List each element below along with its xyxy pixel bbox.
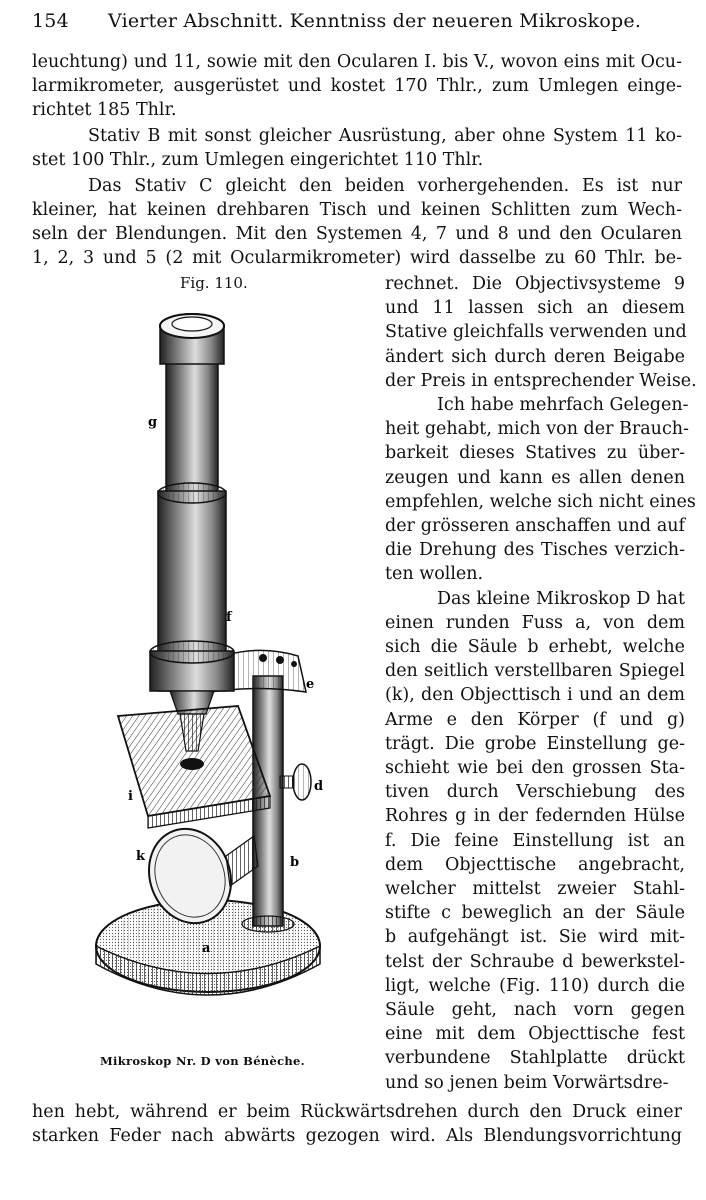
figure-label: Fig. 110. — [180, 274, 248, 292]
column-text-line: stifte c beweglich an der Säule — [385, 903, 685, 924]
column-text-line: rechnet. Die Objectivsysteme 9 — [385, 274, 685, 294]
page-number: 154 — [32, 10, 69, 32]
text-line: richtet 185 Thlr. — [32, 100, 177, 120]
column-text-line: barkeit dieses Statives zu über- — [385, 443, 685, 464]
column-text-line: ändert sich durch deren Beigabe — [385, 346, 685, 367]
column-text-line: verbundene Stahlplatte drückt — [385, 1048, 685, 1069]
column-text-line: (k), den Objecttisch i und an dem — [385, 685, 685, 706]
text-line: Das Stativ C gleicht den beiden vorhergehenden. Es ist nur — [88, 176, 682, 196]
column-text-line: einen runden Fuss a, von dem — [385, 612, 685, 633]
figure-part-label: a — [202, 941, 211, 956]
figure-part-label: i — [128, 789, 133, 804]
figure-part-label: g — [148, 415, 158, 430]
column-text-line: heit gehabt, mich von der Brauch- — [385, 419, 689, 440]
column-text-line: und 11 lassen sich an diesem — [385, 298, 685, 319]
column-text-line: Arme e den Körper (f und g) — [385, 709, 685, 730]
figure-caption: Mikroskop Nr. D von Bénèche. — [100, 1054, 305, 1068]
text-line: larmikrometer, ausgerüstet und kostet 170 Thlr., zum Umlegen einge- — [32, 76, 682, 96]
microscope-illustration — [48, 296, 380, 1046]
figure-part-label: e — [306, 677, 315, 692]
column-text-line: f. Die feine Einstellung ist an — [385, 830, 685, 851]
figure-part-label: b — [290, 855, 300, 870]
column-text-line: telst der Schraube d bewerkstel- — [385, 951, 685, 972]
column-text-line: und so jenen beim Vorwärtsdre- — [385, 1072, 669, 1093]
column-text-line: welcher mittelst zweier Stahl- — [385, 879, 685, 899]
text-line: Stativ B mit sonst gleicher Ausrüstung, aber ohne System 11 ko- — [88, 126, 682, 146]
figure-part-label: d — [314, 779, 324, 794]
text-line: starken Feder nach abwärts gezogen wird. Als Blendungsvorrichtung — [32, 1126, 682, 1146]
column-text-line: tiven durch Verschiebung des — [385, 782, 685, 803]
column-text-line: den seitlich verstellbaren Spiegel — [385, 661, 685, 682]
column-text-line: der Preis in entsprechender Weise. — [385, 370, 697, 391]
column-text-line: die Drehung des Tisches verzich- — [385, 540, 685, 561]
figure-part-label: k — [136, 849, 146, 864]
column-text-line: Säule geht, nach vorn gegen — [385, 1000, 685, 1020]
figure-part-label: f — [226, 610, 232, 625]
column-text-line: b aufgehängt ist. Sie wird mit- — [385, 927, 685, 948]
column-text-line: empfehlen, welche sich nicht eines — [385, 491, 696, 512]
column-text-line: schieht wie bei den grossen Sta- — [385, 758, 685, 778]
text-line: stet 100 Thlr., zum Umlegen eingerichtet 110 Thlr. — [32, 150, 484, 170]
column-text-line: ten wollen. — [385, 564, 484, 585]
text-line: hen hebt, während er beim Rückwärtsdrehen durch den Druck einer — [32, 1102, 682, 1122]
column-text-line: dem Objecttische angebracht, — [385, 854, 685, 875]
column-text-line: Ich habe mehrfach Gelegen- — [437, 395, 689, 415]
text-line: leuchtung) und 11, sowie mit den Ocularen I. bis V., wovon eins mit Ocu- — [32, 52, 682, 72]
running-header — [32, 8, 682, 36]
column-text-line: Stative gleichfalls verwenden und — [385, 322, 687, 343]
running-title: Vierter Abschnitt. Kenntniss der neueren Mikroskope. — [108, 10, 642, 32]
column-text-line: eine mit dem Objecttische fest — [385, 1024, 685, 1045]
column-text-line: der grösseren anschaffen und auf — [385, 516, 685, 536]
text-line: 1, 2, 3 und 5 (2 mit Ocularmikrometer) wird dasselbe zu 60 Thlr. be- — [32, 248, 682, 268]
column-text-line: ligt, welche (Fig. 110) durch die — [385, 975, 685, 996]
column-text-line: Rohres g in der federnden Hülse — [385, 806, 685, 827]
column-text-line: zeugen und kann es allen denen — [385, 467, 685, 488]
column-text-line: sich die Säule b erhebt, welche — [385, 637, 685, 657]
column-text-line: Das kleine Mikroskop D hat — [437, 588, 685, 609]
column-text-line: trägt. Die grobe Einstellung ge- — [385, 733, 685, 754]
text-line: kleiner, hat keinen drehbaren Tisch und keinen Schlitten zum Wech- — [32, 200, 682, 220]
text-line: seln der Blendungen. Mit den Systemen 4, 7 und 8 und den Ocularen — [32, 224, 682, 244]
